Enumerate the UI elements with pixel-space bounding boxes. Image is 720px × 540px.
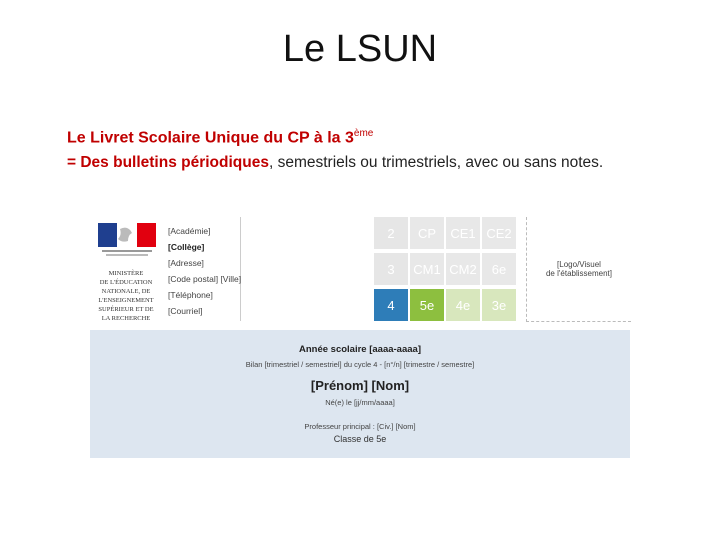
subtitle-line-1-text: Le Livret Scolaire Unique du CP à la 3 [67, 129, 354, 147]
marianne-logo-icon [98, 223, 156, 259]
student-name: [Prénom] [Nom] [310, 378, 410, 393]
ministry-line: SUPÉRIEUR ET DE [98, 306, 154, 313]
school-logo-placeholder [526, 217, 631, 322]
student-birthdate: Né(e) le [jj/mm/aaaa] [325, 398, 395, 407]
academie-field: [Académie] [168, 226, 211, 236]
grade-cell: 4e [446, 289, 480, 321]
ministry-name [94, 269, 158, 323]
ministry-line: DE L'ÉDUCATION [99, 279, 153, 286]
subtitle-line-2-rest: , semestriels ou trimestriels, avec ou sans notes. [268, 154, 604, 171]
telephone-field: [Téléphone] [168, 290, 213, 300]
student-class: Classe de 5e [333, 434, 387, 444]
slide-title: Le LSUN [282, 28, 438, 70]
grade-cell: 3e [482, 289, 516, 321]
ministry-line: MINISTÈRE [108, 270, 144, 277]
grade-cell: CE1 [446, 217, 480, 249]
bilan-period: Bilan [trimestriel / semestriel] du cycle 4 - [n°/n] [trimestre / semestre] [245, 360, 475, 369]
grade-cell: CM1 [410, 253, 444, 285]
ministry-line: LA RECHERCHE [101, 315, 151, 322]
grade-cell: CM2 [446, 253, 480, 285]
cycle-number: 2 [374, 217, 408, 249]
subtitle-superscript: ème [353, 128, 374, 139]
grade-cell: 6e [482, 253, 516, 285]
main-teacher: Professeur principal : [Civ.] [Nom] [304, 422, 416, 431]
grade-cell: CP [410, 217, 444, 249]
school-address-block [168, 223, 241, 319]
school-year: Année scolaire [aaaa-aaaa] [299, 344, 421, 355]
ville-field: [Code postal] [Ville] [168, 274, 242, 284]
grade-cell-current: 5e [410, 289, 444, 321]
logo-placeholder-line: de l'établissement] [545, 269, 612, 278]
subtitle-line-2-highlight: = Des bulletins périodiques [67, 154, 269, 171]
adresse-field: [Adresse] [168, 258, 204, 268]
subtitle-line-1 [67, 128, 373, 147]
grade-cell: CE2 [482, 217, 516, 249]
ministry-line: NATIONALE, DE [101, 288, 151, 295]
college-field: [Collège] [168, 242, 205, 252]
student-banner [90, 330, 630, 458]
logo-placeholder-line: [Logo/Visuel [557, 260, 601, 269]
cycle-number-current: 4 [374, 289, 408, 321]
cycle-number: 3 [374, 253, 408, 285]
school-header-card [90, 217, 241, 321]
ministry-line: L'ENSEIGNEMENT [98, 297, 154, 304]
bulletin-preview [90, 215, 630, 460]
courriel-field: [Courriel] [168, 306, 203, 316]
subtitle-line-2 [67, 154, 603, 172]
